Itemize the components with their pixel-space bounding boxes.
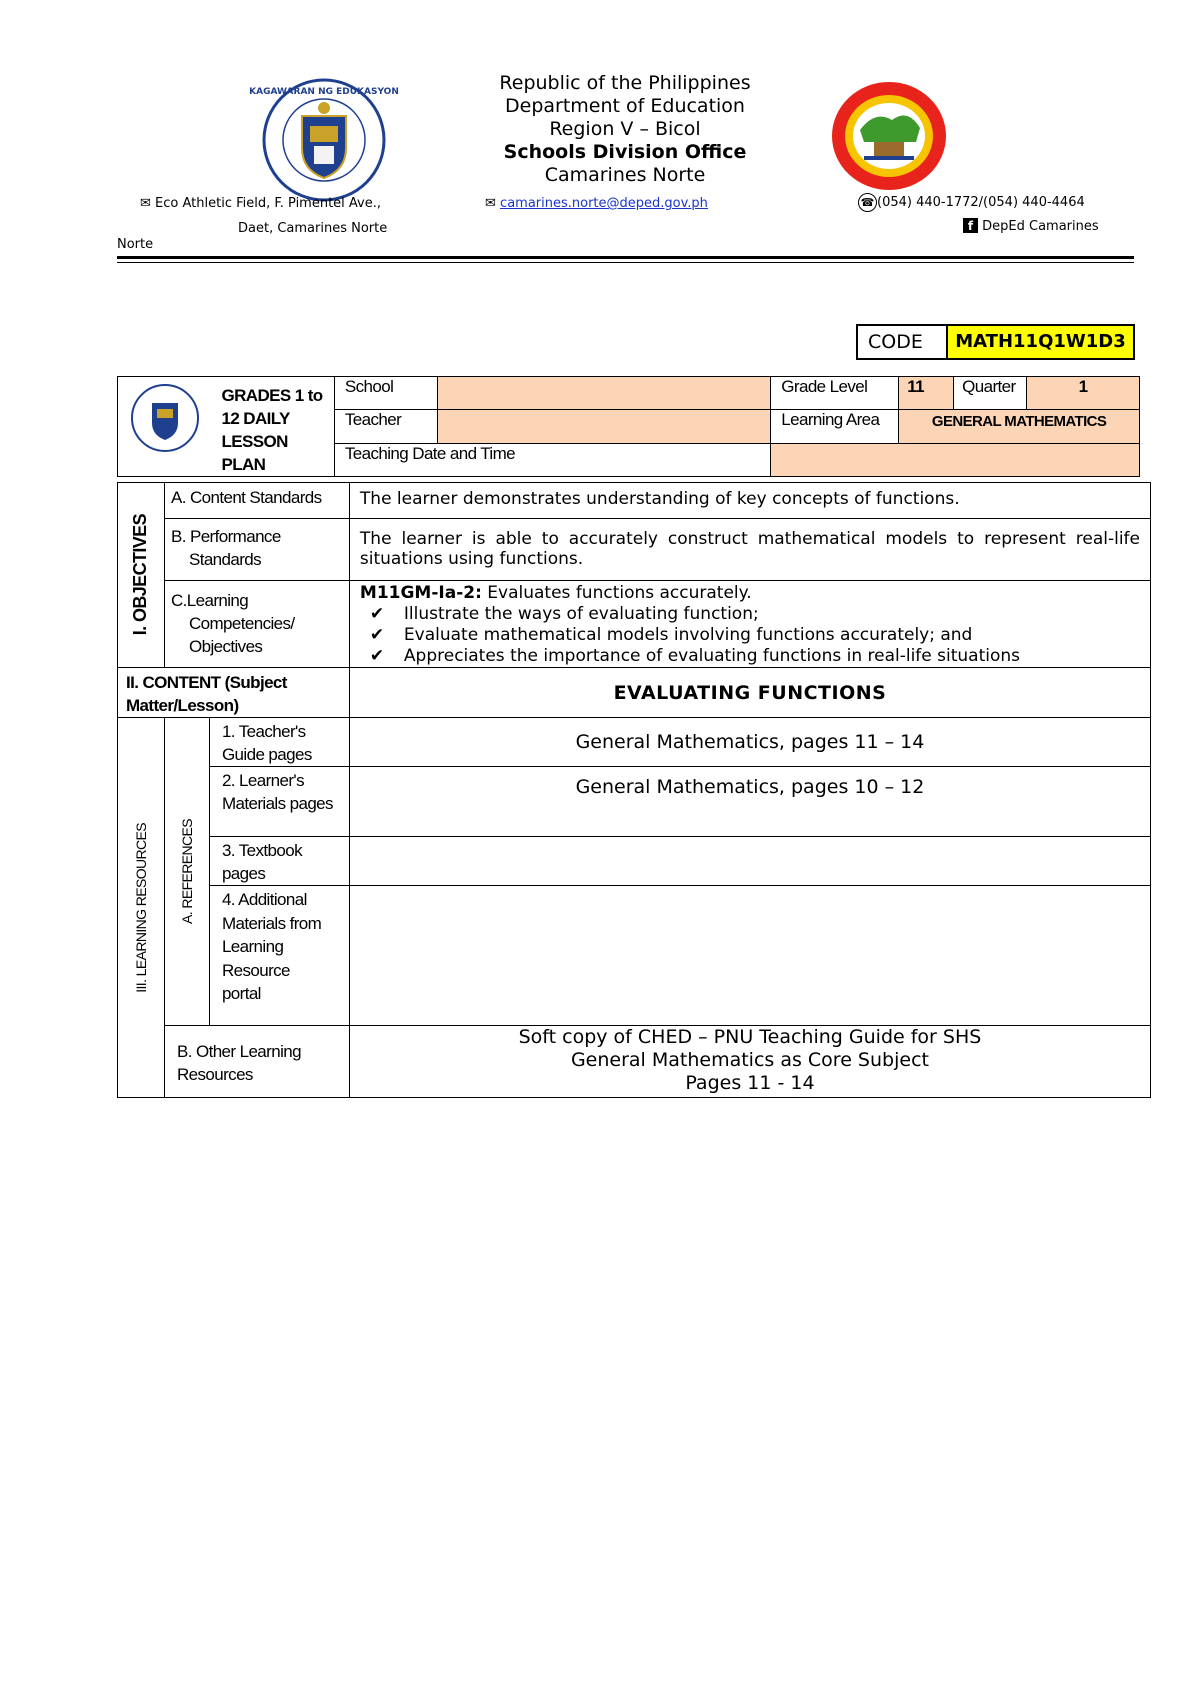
division-seal-logo bbox=[830, 80, 948, 192]
objective-item: ✔ Appreciates the importance of evaluating functions in real-life situations bbox=[369, 646, 1021, 666]
ref-teachers-guide-value: General Mathematics, pages 11 – 14 bbox=[349, 718, 1150, 767]
content-value: EVALUATING FUNCTIONS bbox=[349, 668, 1150, 718]
phone-text: (054) 440-1772/(054) 440-4464 bbox=[877, 195, 1085, 210]
envelope-icon: ✉ bbox=[140, 196, 151, 211]
deped-seal-logo bbox=[249, 78, 399, 202]
objectives-section-label: I. OBJECTIVES bbox=[130, 514, 151, 636]
grade-level-value[interactable]: 11 bbox=[899, 377, 954, 410]
content-standards-label: A. Content Standards bbox=[164, 483, 349, 519]
lesson-info-table bbox=[117, 376, 1140, 477]
address-line1: Eco Athletic Field, F. Pimentel Ave., bbox=[155, 196, 382, 211]
competency-code: M11GM-Ia-2: bbox=[359, 583, 482, 603]
teacher-field[interactable] bbox=[437, 410, 770, 443]
ref-additional-materials-label: 4. Additional Materials from Learning Resource portal bbox=[209, 886, 349, 1026]
republic-text: Republic of the Philippines bbox=[499, 72, 751, 94]
header-rule-thick bbox=[117, 256, 1134, 259]
lesson-plan-table bbox=[117, 482, 1151, 1098]
content-standards-value: The learner demonstrates understanding of key concepts of functions. bbox=[349, 483, 1150, 519]
teacher-label: Teacher bbox=[334, 410, 437, 443]
code-label: CODE bbox=[858, 326, 948, 358]
school-field[interactable] bbox=[437, 377, 770, 410]
phone-icon: ☎ bbox=[858, 193, 877, 212]
mail-icon: ✉ bbox=[485, 196, 496, 211]
learning-resources-section-label: III. LEARNING RESOURCES bbox=[132, 822, 149, 993]
quarter-label: Quarter bbox=[954, 377, 1027, 410]
check-icon: ✔ bbox=[369, 625, 385, 645]
performance-standards-label-2: Standards bbox=[188, 550, 262, 569]
content-section-label: II. CONTENT (Subject Matter/Lesson) bbox=[118, 668, 350, 718]
ref-textbook-value bbox=[349, 837, 1150, 886]
ref-textbook-label: 3. Textbook pages bbox=[209, 837, 349, 886]
learning-area-value[interactable]: GENERAL MATHEMATICS bbox=[899, 410, 1140, 443]
competencies-label-2: Competencies/ bbox=[188, 614, 295, 633]
quarter-value[interactable]: 1 bbox=[1027, 377, 1140, 410]
ref-additional-materials-value bbox=[349, 886, 1150, 1026]
facebook-line1: DepEd Camarines bbox=[982, 219, 1099, 234]
department-text: Department of Education bbox=[505, 95, 745, 117]
region-text: Region V – Bicol bbox=[549, 118, 701, 140]
other-resources-line3: Pages 11 - 14 bbox=[685, 1072, 815, 1094]
lesson-code-box bbox=[856, 324, 1135, 360]
ref-teachers-guide-label: 1. Teacher's Guide pages bbox=[209, 718, 349, 767]
competencies-label-1: C.Learning bbox=[170, 591, 249, 610]
header-rule-thin bbox=[117, 262, 1134, 263]
check-icon: ✔ bbox=[369, 604, 385, 624]
deped-small-seal-icon bbox=[130, 383, 200, 453]
school-label: School bbox=[334, 377, 437, 410]
other-resources-label: B. Other Learning Resources bbox=[164, 1026, 349, 1098]
competencies-label-3: Objectives bbox=[188, 637, 263, 656]
check-icon: ✔ bbox=[369, 646, 385, 666]
ref-learners-materials-label: 2. Learner's Materials pages bbox=[209, 767, 349, 837]
email-link[interactable]: camarines.norte@deped.gov.ph bbox=[500, 196, 708, 211]
learning-area-label: Learning Area bbox=[771, 410, 899, 443]
other-resources-line1: Soft copy of CHED – PNU Teaching Guide for SHS bbox=[518, 1026, 982, 1048]
province-text: Camarines Norte bbox=[544, 164, 706, 186]
other-resources-line2: General Mathematics as Core Subject bbox=[570, 1049, 929, 1071]
grade-level-label: Grade Level bbox=[771, 377, 899, 410]
performance-standards-value: The learner is able to accurately construct mathematical models to represent real-life situations using functions. bbox=[349, 519, 1150, 581]
performance-standards-label-1: B. Performance bbox=[170, 527, 281, 546]
references-section-label: A. REFERENCES bbox=[178, 819, 195, 924]
teaching-date-field[interactable] bbox=[771, 443, 1140, 476]
svg-text:KAGAWARAN NG EDUKASYON: KAGAWARAN NG EDUKASYON bbox=[249, 87, 399, 97]
address-line2: Daet, Camarines Norte bbox=[238, 221, 388, 236]
lesson-plan-title: GRADES 1 to 12 DAILY LESSON PLAN bbox=[209, 377, 334, 477]
facebook-icon: f bbox=[963, 218, 978, 233]
code-value: MATH11Q1W1D3 bbox=[948, 326, 1133, 358]
ref-learners-materials-value: General Mathematics, pages 10 – 12 bbox=[349, 767, 1150, 837]
facebook-line2: Norte bbox=[117, 237, 154, 252]
competency-text: Evaluates functions accurately. bbox=[481, 583, 752, 603]
office-text: Schools Division Office bbox=[503, 141, 747, 163]
objective-item: ✔ Evaluate mathematical models involving functions accurately; and bbox=[369, 625, 973, 645]
objective-item: ✔ Illustrate the ways of evaluating function; bbox=[369, 604, 759, 624]
teaching-date-label: Teaching Date and Time bbox=[334, 443, 770, 476]
